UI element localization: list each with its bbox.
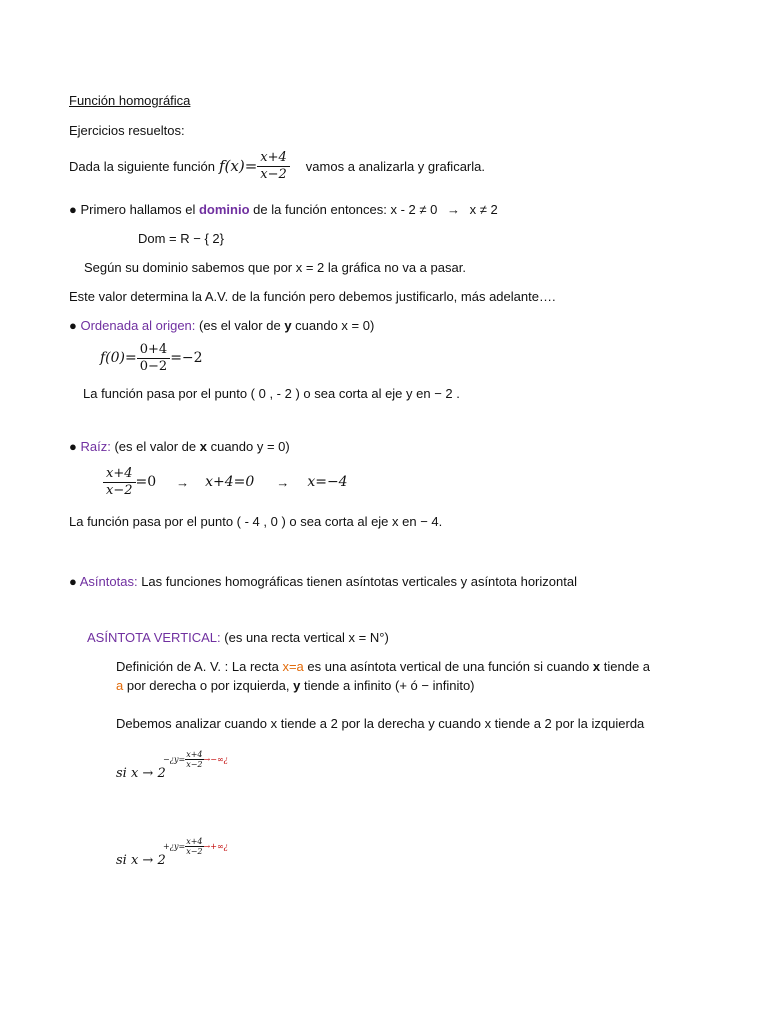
dominio-line xyxy=(69,202,498,217)
dominio-note: Según su dominio sabemos que por x = 2 la gráfica no va a pasar. xyxy=(84,260,466,275)
ordenada-keyword: Ordenada al origen: xyxy=(80,318,196,333)
limit-base: si x → 2 xyxy=(116,766,166,781)
limit-fraction xyxy=(185,837,203,856)
ordenada-line xyxy=(69,318,374,333)
raiz-post: cuando y = 0) xyxy=(210,439,290,454)
raiz-equation xyxy=(103,464,348,500)
raiz-pre: (es el valor de xyxy=(114,439,197,454)
def-end: tiende a xyxy=(603,659,651,674)
def-y: y xyxy=(293,678,301,693)
raiz-eq2: x+4=0 xyxy=(205,474,255,490)
fraction-numerator: x+4 xyxy=(186,750,203,759)
fraction-denominator: x−2 xyxy=(106,482,133,498)
def-xa: x=a xyxy=(282,659,304,674)
dominio-note2: Este valor determina la A.V. de la función pero debemos justificarlo, más adelante…. xyxy=(69,289,556,304)
def-pre: Definición de A. V. : La recta xyxy=(116,659,279,674)
limit-fraction xyxy=(185,750,203,769)
limit-sup-pre: +¿y= xyxy=(163,842,186,851)
def-line2: por derecha o por izquierda, xyxy=(126,678,290,693)
av-text: (es una recta vertical x = N°) xyxy=(224,630,389,645)
fraction-denominator: x−2 xyxy=(186,760,203,769)
arrow-icon: → xyxy=(176,474,190,490)
arrow-icon: → xyxy=(446,202,460,217)
def-mid: es una asíntota vertical de una función si cuando xyxy=(307,659,590,674)
limit-sup-post: →+∞¿ xyxy=(203,842,228,851)
limit-sup-pre: −¿y= xyxy=(163,755,186,764)
intro-text: Dada la siguiente función xyxy=(69,158,215,174)
ordenada-post: cuando x = 0) xyxy=(295,318,375,333)
def-a: a xyxy=(116,678,124,693)
fraction-denominator: x−2 xyxy=(260,166,287,182)
dominio-keyword: dominio xyxy=(198,202,250,217)
av-line xyxy=(87,630,389,645)
bullet-icon: ● xyxy=(69,439,77,454)
intro-after: vamos a analizarla y graficarla. xyxy=(305,158,485,174)
ordenada-var: y xyxy=(284,318,292,333)
ordenada-fraction xyxy=(137,342,170,375)
function-fraction xyxy=(257,150,290,183)
asintotas-keyword: Asíntotas: xyxy=(79,574,138,589)
av-definition-2 xyxy=(116,678,475,693)
av-definition-1 xyxy=(116,659,650,674)
intro-line xyxy=(69,148,485,184)
asintotas-text: Las funciones homográficas tienen asíntotas verticales y asíntota horizontal xyxy=(141,574,577,589)
ordenada-pre: (es el valor de xyxy=(199,318,281,333)
limit-sup-post: →−∞¿ xyxy=(203,755,228,764)
fraction-numerator: 0+4 xyxy=(137,342,170,359)
page-subtitle: Ejercicios resueltos: xyxy=(69,123,185,138)
ordenada-result: =−2 xyxy=(170,350,203,366)
raiz-var: x xyxy=(199,439,207,454)
raiz-line xyxy=(69,439,290,454)
ordenada-conclusion: La función pasa por el punto ( 0 , - 2 ) o sea corta al eje y en − 2 . xyxy=(83,386,460,401)
ordenada-lhs: f(0)= xyxy=(100,350,137,366)
fraction-denominator: 0−2 xyxy=(139,358,168,374)
dominio-post: de la función entonces: x - 2 ≠ 0 xyxy=(253,202,438,217)
fraction-numerator: x+4 xyxy=(186,837,203,846)
limit-superscript xyxy=(163,750,228,769)
raiz-conclusion: La función pasa por el punto ( - 4 , 0 ) o sea corta al eje x en − 4. xyxy=(69,514,443,529)
page-title: Función homográfica xyxy=(69,93,191,108)
fraction-denominator: x−2 xyxy=(186,847,203,856)
arrow-icon: → xyxy=(276,474,290,490)
def-x: x xyxy=(592,659,601,674)
bullet-icon: ● xyxy=(69,318,77,333)
fraction-numerator: x+4 xyxy=(257,150,290,167)
limit-superscript xyxy=(163,837,228,856)
fraction-numerator: x+4 xyxy=(103,466,136,483)
asintotas-line xyxy=(69,574,577,589)
raiz-keyword: Raíz: xyxy=(80,439,111,454)
av-analysis: Debemos analizar cuando x tiende a 2 por la derecha y cuando x tiende a 2 por la izquierda xyxy=(116,716,645,731)
dominio-result: x ≠ 2 xyxy=(469,202,498,217)
dom-line: Dom = R − { 2} xyxy=(138,231,224,246)
raiz-eq1: =0 xyxy=(135,474,157,490)
dominio-pre: Primero hallamos el xyxy=(80,202,196,217)
av-keyword: ASÍNTOTA VERTICAL: xyxy=(87,630,221,645)
raiz-fraction xyxy=(103,466,136,499)
bullet-icon: ● xyxy=(69,574,77,589)
limit-base: si x → 2 xyxy=(116,853,166,868)
function-lhs: f(x)= xyxy=(219,157,258,175)
raiz-eq3: x=−4 xyxy=(307,474,348,490)
ordenada-equation xyxy=(100,340,203,376)
def-line2-end: tiende a infinito (+ ó − infinito) xyxy=(303,678,475,693)
bullet-icon: ● xyxy=(69,202,77,217)
